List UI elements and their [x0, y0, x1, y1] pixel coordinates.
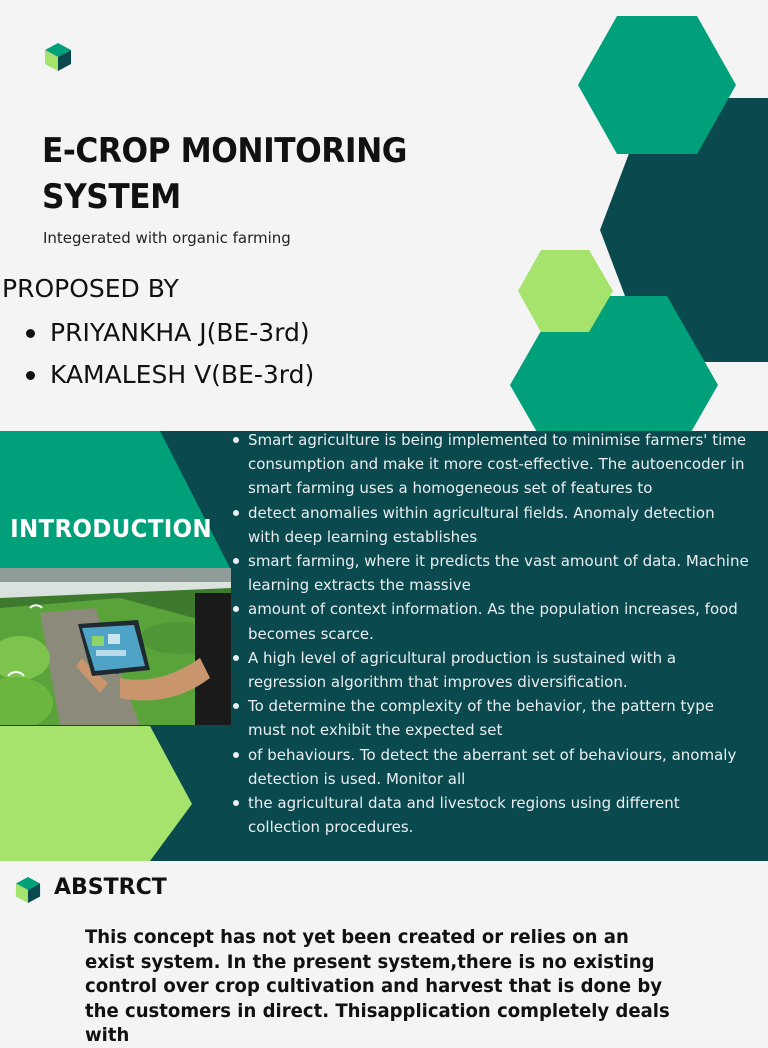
abstract-logo-icon	[14, 877, 42, 903]
list-item: of behaviours. To detect the aberrant set of behaviours, anomaly detection is used. Monitor all	[231, 743, 751, 791]
introduction-points	[231, 428, 751, 839]
list-item: Smart agriculture is being implemented to minimise farmers' time consumption and make it more cost-effective. The autoencoder in smart farming uses a homogeneous set of features to	[231, 428, 751, 501]
abstract-heading: ABSTRCT	[54, 875, 167, 900]
intro-bottom-shape	[0, 726, 192, 861]
intro-label-shape	[0, 431, 230, 568]
abstract-text: This concept has not yet been created or relies on an exist system. In the present system,there is no existing control over crop cultivation and harvest that is done by the customers in direct. Thisapplication completely deals with	[85, 926, 670, 1046]
author-item: KAMALESH V(BE-3rd)	[26, 354, 314, 396]
proposed-by-heading: PROPOSED BY	[2, 274, 179, 303]
page-subtitle: Integerated with organic farming	[43, 229, 291, 247]
list-item: amount of context information. As the population increases, food becomes scarce.	[231, 597, 751, 645]
list-item: A high level of agricultural production is sustained with a regression algorithm that improves diversification.	[231, 646, 751, 694]
list-item: smart farming, where it predicts the vast amount of data. Machine learning extracts the massive	[231, 549, 751, 597]
introduction-heading: INTRODUCTION	[10, 514, 212, 543]
smart-farming-photo	[0, 568, 231, 725]
hexagon-decoration	[0, 0, 768, 431]
list-item: To determine the complexity of the behavior, the pattern type must not exhibit the expected set	[231, 694, 751, 742]
author-item: PRIYANKHA J(BE-3rd)	[26, 312, 314, 354]
list-item: detect anomalies within agricultural fields. Anomaly detection with deep learning establishes	[231, 501, 751, 549]
list-item: the agricultural data and livestock regions using different collection procedures.	[231, 791, 751, 839]
page-title: E-CROP MONITORING SYSTEM	[42, 131, 408, 217]
